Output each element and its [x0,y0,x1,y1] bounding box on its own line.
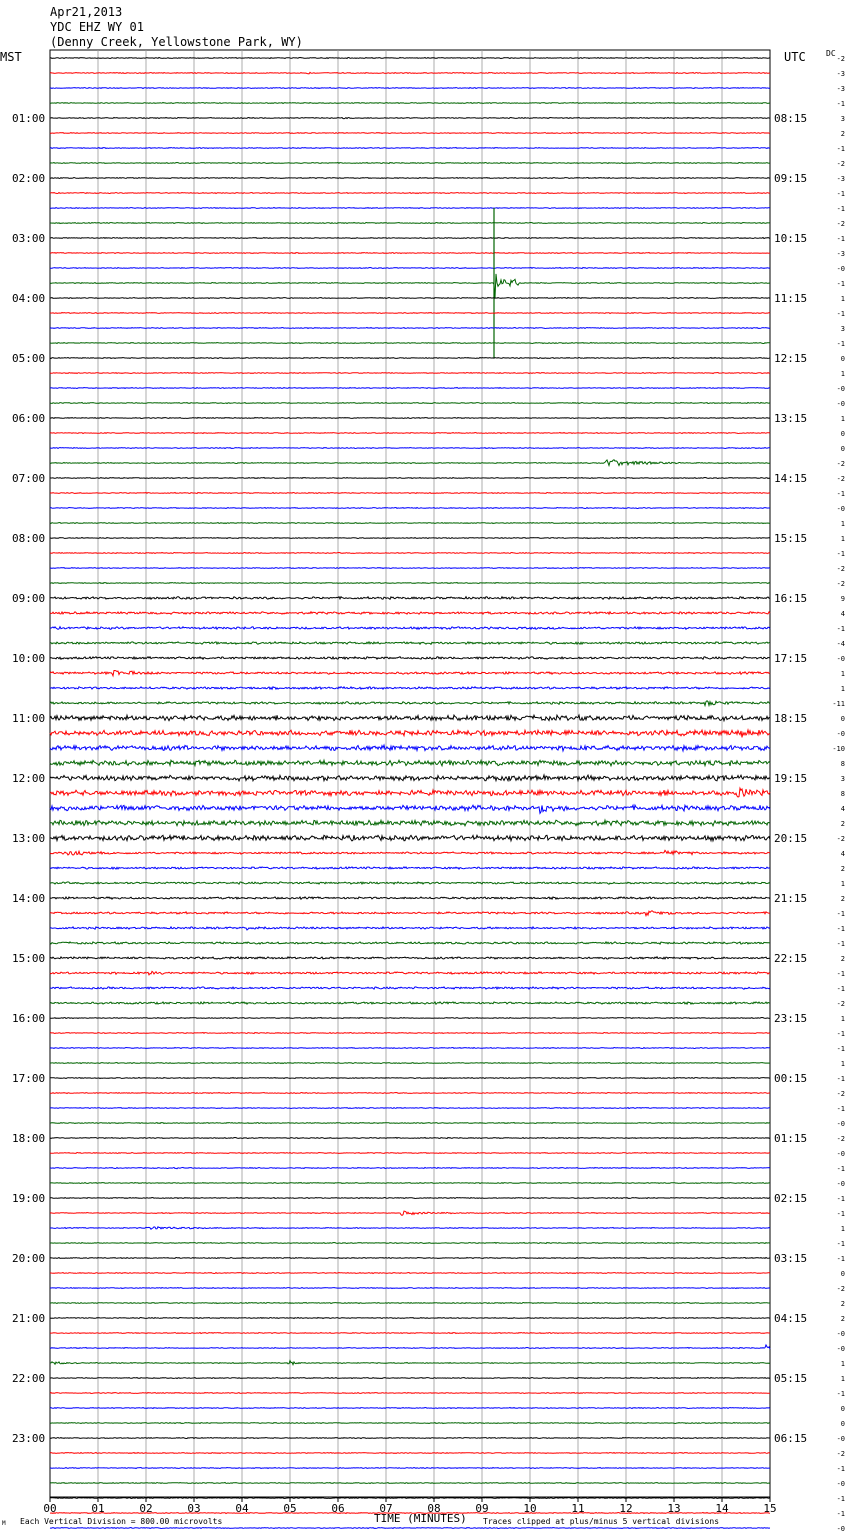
dc-offset-value: -10 [832,745,845,753]
dc-offset-value: 0 [840,430,845,438]
dc-offset-value: 0 [840,1420,845,1428]
chart-station: YDC EHZ WY 01 [50,20,144,34]
mst-hour-label: 02:00 [12,172,46,185]
dc-offset-value: -1 [836,550,845,558]
mst-hour-label: 09:00 [12,592,46,605]
dc-offset-value: 1 [840,1015,845,1023]
dc-offset-value: -2 [836,565,845,573]
dc-offset-value: -2 [836,220,845,228]
mst-hour-label: 18:00 [12,1132,46,1145]
dc-offset-value: -1 [836,1165,845,1173]
dc-offset-value: 2 [840,1315,845,1323]
utc-hour-label: 10:15 [774,232,808,245]
dc-offset-value: -2 [836,835,845,843]
dc-offset-value: 1 [840,1060,845,1068]
mst-hour-label: 10:00 [12,652,46,665]
dc-offset-value: -1 [836,1390,845,1398]
utc-hour-label: 02:15 [774,1192,808,1205]
utc-hour-label: 04:15 [774,1312,808,1325]
dc-offset-value: 1 [840,370,845,378]
dc-offset-value: -2 [836,460,845,468]
utc-hour-label: 12:15 [774,352,808,365]
dc-offset-value: 1 [840,685,845,693]
dc-offset-value: 3 [840,775,845,783]
dc-offset-value: -1 [836,1195,845,1203]
seismogram-trace [50,88,770,89]
mst-hour-label: 04:00 [12,292,46,305]
dc-offset-value: -1 [836,1210,845,1218]
seismogram-trace [50,103,770,104]
dc-offset-value: -2 [836,580,845,588]
dc-offset-value: -2 [836,1450,845,1458]
mst-hour-label: 22:00 [12,1372,46,1385]
utc-hour-label: 17:15 [774,652,808,665]
dc-offset-value: 2 [840,130,845,138]
dc-offset-value: -0 [836,385,845,393]
chart-date: Apr21,2013 [50,5,123,19]
dc-offset-value: -1 [836,1465,845,1473]
dc-offset-value: -1 [836,1510,845,1518]
dc-offset-value: 2 [840,865,845,873]
dc-offset-value: -0 [836,505,845,513]
dc-offset-value: 1 [840,520,845,528]
dc-offset-value: -0 [836,400,845,408]
x-tick-label: 15 [763,1502,777,1515]
dc-offset-value: -3 [836,175,845,183]
dc-offset-value: -3 [836,250,845,258]
seismogram-trace [50,1048,770,1049]
mst-hour-label: 11:00 [12,712,46,725]
left-axis-label: MST [0,50,22,64]
dc-offset-value: -1 [836,280,845,288]
dc-offset-value: 1 [840,295,845,303]
dc-offset-value: -1 [836,910,845,918]
utc-hour-label: 19:15 [774,772,808,785]
mst-hour-label: 06:00 [12,412,46,425]
dc-offset-value: -11 [832,700,845,708]
x-tick-label: 12 [619,1502,633,1515]
dc-offset-value: 0 [840,1405,845,1413]
dc-offset-value: 2 [840,895,845,903]
x-tick-label: 06 [331,1502,345,1515]
x-tick-label: 02 [139,1502,153,1515]
dc-offset-value: -1 [836,340,845,348]
mst-hour-label: 14:00 [12,892,46,905]
utc-hour-label: 03:15 [774,1252,808,1265]
dc-offset-value: -0 [836,1180,845,1188]
dc-offset-value: -1 [836,235,845,243]
dc-offset-value: -1 [836,1105,845,1113]
chart-location: (Denny Creek, Yellowstone Park, WY) [50,35,303,49]
clip-note: Traces clipped at plus/minus 5 vertical divisions [483,1517,720,1526]
dc-offset-value: -1 [836,940,845,948]
dc-offset-value: -1 [836,310,845,318]
dc-offset-value: 1 [840,1360,845,1368]
dc-offset-value: 4 [840,805,845,813]
dc-offset-value: 3 [840,325,845,333]
seismogram-trace [50,1468,770,1469]
x-tick-label: 09 [475,1502,489,1515]
utc-hour-label: 22:15 [774,952,808,965]
utc-hour-label: 11:15 [774,292,808,305]
dc-offset-value: -1 [836,1255,845,1263]
dc-header: DC [826,49,836,58]
mst-hour-label: 03:00 [12,232,46,245]
utc-hour-label: 15:15 [774,532,808,545]
dc-offset-value: 1 [840,880,845,888]
x-tick-label: 13 [667,1502,681,1515]
x-tick-label: 08 [427,1502,441,1515]
dc-offset-value: -2 [836,160,845,168]
mst-hour-label: 23:00 [12,1432,46,1445]
dc-offset-value: -1 [836,1495,845,1503]
x-tick-label: 00 [43,1502,57,1515]
utc-hour-label: 21:15 [774,892,808,905]
dc-offset-value: 4 [840,850,845,858]
dc-offset-value: 8 [840,760,845,768]
dc-offset-value: 1 [840,535,845,543]
dc-offset-value: -1 [836,145,845,153]
dc-offset-value: -4 [836,640,845,648]
dc-offset-value: -0 [836,1150,845,1158]
mst-hour-label: 19:00 [12,1192,46,1205]
utc-hour-label: 16:15 [774,592,808,605]
x-tick-label: 07 [379,1502,393,1515]
x-tick-label: 03 [187,1502,201,1515]
dc-offset-value: -3 [836,85,845,93]
utc-hour-label: 09:15 [774,172,808,185]
dc-offset-value: 1 [840,670,845,678]
dc-offset-value: -0 [836,1345,845,1353]
dc-offset-value: 4 [840,610,845,618]
dc-offset-value: 1 [840,1225,845,1233]
dc-offset-value: 2 [840,955,845,963]
x-tick-label: 04 [235,1502,249,1515]
mst-hour-label: 20:00 [12,1252,46,1265]
dc-offset-value: 2 [840,1300,845,1308]
dc-offset-value: -0 [836,1480,845,1488]
logo-mark: M [2,1520,6,1527]
utc-hour-label: 13:15 [774,412,808,425]
dc-offset-value: -2 [836,475,845,483]
mst-hour-label: 07:00 [12,472,46,485]
dc-offset-value: 0 [840,355,845,363]
mst-hour-label: 21:00 [12,1312,46,1325]
dc-offset-value: -1 [836,1075,845,1083]
utc-hour-label: 06:15 [774,1432,808,1445]
dc-offset-value: -2 [836,55,845,63]
dc-offset-value: -1 [836,205,845,213]
utc-hour-label: 00:15 [774,1072,808,1085]
mst-hour-label: 15:00 [12,952,46,965]
x-tick-label: 05 [283,1502,297,1515]
dc-offset-value: -1 [836,1045,845,1053]
dc-offset-value: 1 [840,1375,845,1383]
mst-hour-label: 05:00 [12,352,46,365]
mst-hour-label: 08:00 [12,532,46,545]
seismogram-trace [50,328,770,329]
dc-offset-value: -1 [836,490,845,498]
dc-offset-value: -1 [836,625,845,633]
dc-offset-value: 0 [840,715,845,723]
utc-hour-label: 20:15 [774,832,808,845]
mst-hour-label: 01:00 [12,112,46,125]
dc-offset-value: -2 [836,1135,845,1143]
dc-offset-value: -0 [836,730,845,738]
dc-offset-value: -1 [836,100,845,108]
seismogram-trace [50,523,770,524]
dc-offset-value: 0 [840,1270,845,1278]
mst-hour-label: 16:00 [12,1012,46,1025]
dc-offset-value: -3 [836,70,845,78]
dc-offset-value: -1 [836,1240,845,1248]
utc-hour-label: 14:15 [774,472,808,485]
dc-offset-value: 1 [840,415,845,423]
x-tick-label: 11 [571,1502,585,1515]
dc-offset-value: -2 [836,1285,845,1293]
dc-offset-value: -2 [836,1000,845,1008]
x-tick-label: 10 [523,1502,537,1515]
dc-offset-value: -1 [836,985,845,993]
x-tick-label: 01 [91,1502,105,1515]
vertical-scale-note: Each Vertical Division = 800.00 microvolts [20,1517,223,1526]
mst-hour-label: 12:00 [12,772,46,785]
x-tick-label: 14 [715,1502,729,1515]
dc-offset-value: -0 [836,655,845,663]
x-axis-title: TIME (MINUTES) [374,1512,467,1525]
dc-offset-value: -1 [836,190,845,198]
utc-hour-label: 08:15 [774,112,808,125]
dc-offset-value: -1 [836,970,845,978]
utc-hour-label: 18:15 [774,712,808,725]
dc-offset-value: -0 [836,1525,845,1533]
dc-offset-value: -0 [836,1120,845,1128]
utc-hour-label: 05:15 [774,1372,808,1385]
dc-offset-value: 3 [840,115,845,123]
seismogram-trace [50,1423,770,1424]
mst-hour-label: 13:00 [12,832,46,845]
utc-hour-label: 01:15 [774,1132,808,1145]
mst-hour-label: 17:00 [12,1072,46,1085]
dc-offset-value: -0 [836,1435,845,1443]
dc-offset-value: -0 [836,265,845,273]
dc-offset-value: 2 [840,820,845,828]
dc-offset-value: 8 [840,790,845,798]
dc-offset-value: -1 [836,1030,845,1038]
dc-offset-value: 0 [840,445,845,453]
right-axis-label: UTC [784,50,806,64]
dc-offset-value: -2 [836,1090,845,1098]
dc-offset-value: -1 [836,925,845,933]
utc-hour-label: 23:15 [774,1012,808,1025]
dc-offset-value: 9 [840,595,845,603]
dc-offset-value: -0 [836,1330,845,1338]
